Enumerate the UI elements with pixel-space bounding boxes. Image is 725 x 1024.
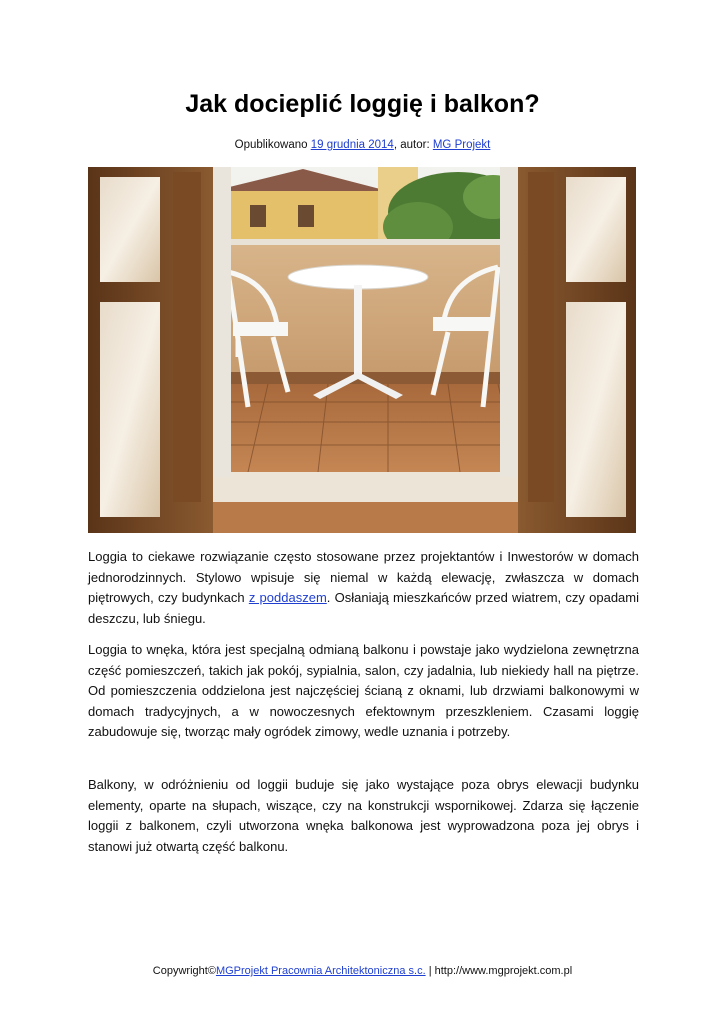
author-link[interactable]: MG Projekt — [432, 139, 491, 151]
copyright-label: Copywright© — [152, 965, 216, 977]
published-label: Opublikowano — [234, 139, 311, 151]
page-footer — [0, 965, 725, 977]
date-link[interactable]: 19 grudnia 2014 — [310, 139, 394, 151]
website-text: http://www.mgprojekt.com.pl — [434, 965, 573, 977]
post-meta — [0, 139, 725, 151]
paragraph-loggia: Loggia to wnęka, która jest specjalną odmianą balkonu i powstaje jako wydzielona zewnętrzna część pomieszczeń, takich jak pokój, sypialnia, salon, czy jadalnia, lub niekiedy hall na piętrze. Od pomieszczenia oddzielona jest najczęściej ścianą z oknami, lub drzwiami balkonowymi w domach tradycyjnych, a w nowoczesnych efektownym przeszkleniem. Czasami loggię zabudowuje się, tworząc mały ogródek zimowy, wedle uznania i potrzeby. — [88, 642, 639, 740]
paragraph-intro — [88, 547, 639, 629]
paragraph-intro-text: Loggia to ciekawe rozwiązanie często stosowane przez projektantów i Inwestorów w domach jednorodzinnych. Stylowo wpisuje się niemal w każdą elewację, zwłaszcza w domach piętrowych, czy budynkach — [88, 549, 639, 606]
company-link[interactable]: MGProjekt Pracownia Architektoniczna s.c. — [215, 965, 426, 977]
footer-separator: | — [425, 965, 435, 977]
author-label: , autor: — [393, 139, 433, 151]
paragraph-intro-tail: . Osłaniają mieszkańców przed wiatrem, czy opadami deszczu, lub śniegu. — [88, 590, 640, 626]
balcony-photo — [88, 167, 636, 533]
page-title: Jak docieplić loggię i balkon? — [185, 90, 540, 118]
paragraph-balcony: Balkony, w odróżnieniu od loggii buduje się jako wystające poza obrys elewacji budynku elementy, oparte na słupach, wiszące, czy na konstrukcji wspornikowej. Zdarza się łączenie loggii z balkonem, czyli utworzona wnęka balkonowa jest wyprowadzona poza jej obrys i stanowi już otwartą część balkonu. — [88, 777, 639, 854]
attic-link[interactable]: z poddaszem — [248, 590, 327, 606]
